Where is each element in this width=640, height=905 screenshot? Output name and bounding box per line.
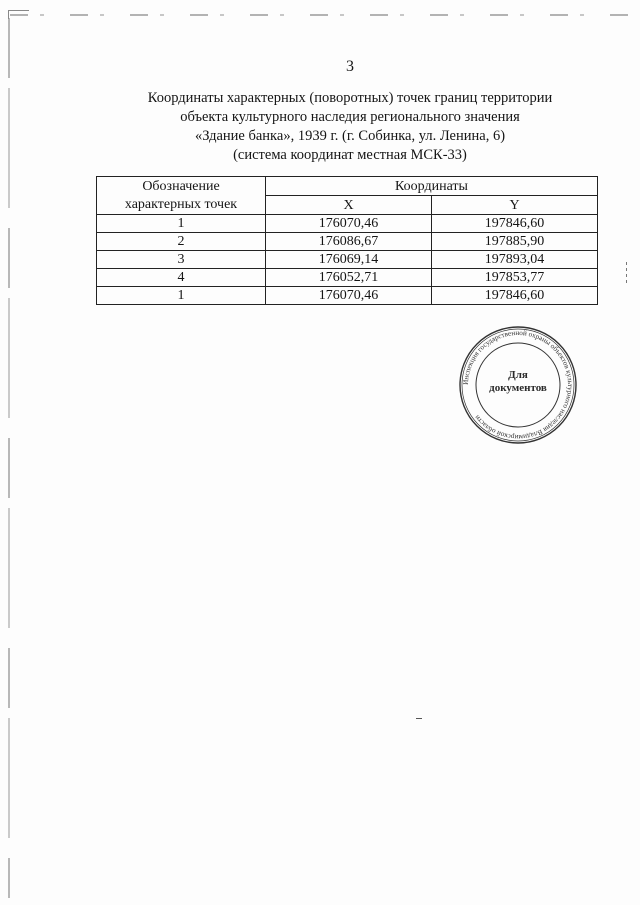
official-stamp (458, 325, 578, 445)
table-row (97, 269, 598, 287)
x-column-header: X (266, 196, 432, 215)
table-row (97, 215, 598, 233)
y-cell: 197893,04 (432, 251, 598, 269)
stamp-center-text (478, 369, 558, 395)
point-label-header-line-1: Обозначение (142, 178, 220, 194)
stamp-center-line-2: документов (489, 382, 547, 394)
stamp-center-line-1: Для (508, 369, 528, 381)
x-cell: 176086,67 (266, 233, 432, 251)
scan-artifact-right (626, 262, 627, 284)
title-line-2: объекта культурного наследия регионального значения (180, 109, 520, 125)
x-cell: 176052,71 (266, 269, 432, 287)
point-cell: 3 (97, 251, 266, 269)
table-row (97, 251, 598, 269)
page-number: 3 (346, 58, 354, 75)
point-cell: 1 (97, 215, 266, 233)
table-row (97, 287, 598, 305)
y-cell: 197846,60 (432, 215, 598, 233)
x-cell: 176069,14 (266, 251, 432, 269)
point-cell: 1 (97, 287, 266, 305)
scan-artifact-left (8, 18, 10, 898)
y-cell: 197853,77 (432, 269, 598, 287)
table-header-row (97, 177, 598, 196)
title-line-4: (система координат местная МСК-33) (233, 147, 467, 163)
x-cell: 176070,46 (266, 287, 432, 305)
title-line-3: «Здание банка», 1939 г. (г. Собинка, ул. Ленина, 6) (194, 128, 506, 144)
point-label-header-line-2: характерных точек (124, 196, 238, 212)
y-cell: 197846,60 (432, 287, 598, 305)
point-cell: 4 (97, 269, 266, 287)
y-column-header: Y (432, 196, 598, 215)
scan-artifact-corner (8, 10, 29, 19)
point-cell: 2 (97, 233, 266, 251)
title-line-1: Координаты характерных (поворотных) точек границ территории (147, 90, 553, 106)
x-cell: 176070,46 (266, 215, 432, 233)
scan-artifact-top (10, 14, 630, 16)
coordinates-header: Координаты (266, 177, 598, 196)
coordinates-table (96, 176, 598, 305)
point-label-header (97, 177, 266, 215)
y-cell: 197885,90 (432, 233, 598, 251)
scan-artifact-dash (416, 718, 422, 719)
table-row (97, 233, 598, 251)
document-title (100, 89, 600, 165)
stamp-ring-textpath: Инспекция государственной охраны объектов культурного наследия Владимирской области (461, 328, 575, 442)
